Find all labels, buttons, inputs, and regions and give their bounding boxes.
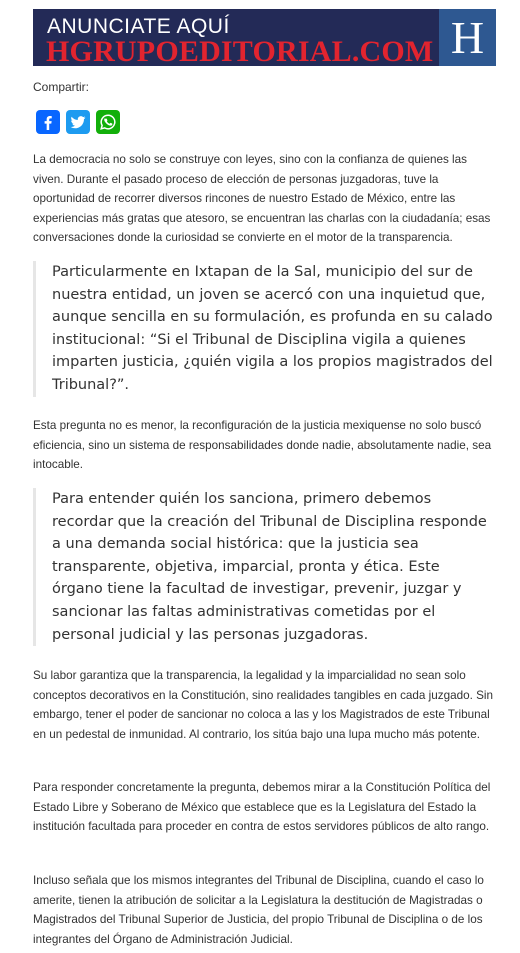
- whatsapp-share-button[interactable]: [96, 110, 120, 134]
- twitter-share-button[interactable]: [66, 110, 90, 134]
- logo-letter: H: [450, 11, 485, 63]
- facebook-icon: [36, 110, 60, 134]
- article-blockquote: Para entender quién los sanciona, primero debemos recordar que la creación del Tribunal de Disciplina responde a una demanda social histórica: que la justicia sea transparente, objetiva, imparcial, pronta y ética. Este órgano tiene la facultad de investigar, prevenir, juzgar y sancionar las faltas administrativas cometidas por el personal judicial y las personas juzgadoras.: [33, 488, 495, 646]
- article-paragraph: Esta pregunta no es menor, la reconfiguración de la justicia mexiquense no solo buscó eficiencia, sino un sistema de responsabilidades donde nadie, absolutamente nadie, sea intocable.: [33, 419, 492, 471]
- banner-site-name: HGRUPOEDITORIAL.COM: [46, 35, 434, 66]
- article-paragraph: Su labor garantiza que la transparencia, la legalidad y la imparcialidad no sean solo conceptos decorativos en la Constitución, sino realidades tangibles en cada juzgado. Sin embargo, tener el poder de sancionar no coloca a las y los Magistrados de este Tribunal en un pedestal de inmunidad. Al contrario, los sitúa bajo una lupa mucho más potente.: [33, 669, 494, 741]
- share-label: Compartir:: [33, 80, 90, 94]
- twitter-icon: [66, 110, 90, 134]
- facebook-share-button[interactable]: [36, 110, 60, 134]
- article-paragraph: Para responder concretamente la pregunta, debemos mirar a la Constitución Política del Estado Libre y Soberano de México que establece que es la Legislatura del Estado la institución facultada para proceder en contra de estos servidores públicos de alto rango.: [33, 781, 491, 833]
- advertisement-banner[interactable]: [33, 9, 496, 66]
- article-paragraph: La democracia no solo se construye con leyes, sino con la confianza de quienes las viven. Durante el pasado proceso de elección de personas juzgadoras, tuve la oportunidad de recorrer diversos rincones de nuestro Estado de México, entre las experiencias más gratas que atesoro, se encuentran las charlas con la ciudadanía; esas conversaciones donde la curiosidad se convierte en el motor de la transparencia.: [33, 153, 491, 244]
- article-blockquote: Particularmente en Ixtapan de la Sal, municipio del sur de nuestra entidad, un joven se acercó con una inquietud que, aunque sencilla en su formulación, es profunda en su calado institucional: “Si el Tribunal de Disciplina vigila a quienes imparten justicia, ¿quién vigila a los propios magistrados del Tribunal?”.: [33, 261, 495, 397]
- banner-logo: [439, 9, 496, 66]
- share-buttons: [36, 110, 120, 134]
- whatsapp-icon: [96, 110, 120, 134]
- article-paragraph: Incluso señala que los mismos integrantes del Tribunal de Disciplina, cuando el caso lo amerite, tienen la atribución de solicitar a la Legislatura la destitución de Magistradas o Magistrados del Tribunal Superior de Justicia, del propio Tribunal de Disciplina o de los integrantes del Órgano de Administración Judicial.: [33, 874, 484, 946]
- banner-headline: ANUNCIATE AQUÍ: [47, 15, 230, 38]
